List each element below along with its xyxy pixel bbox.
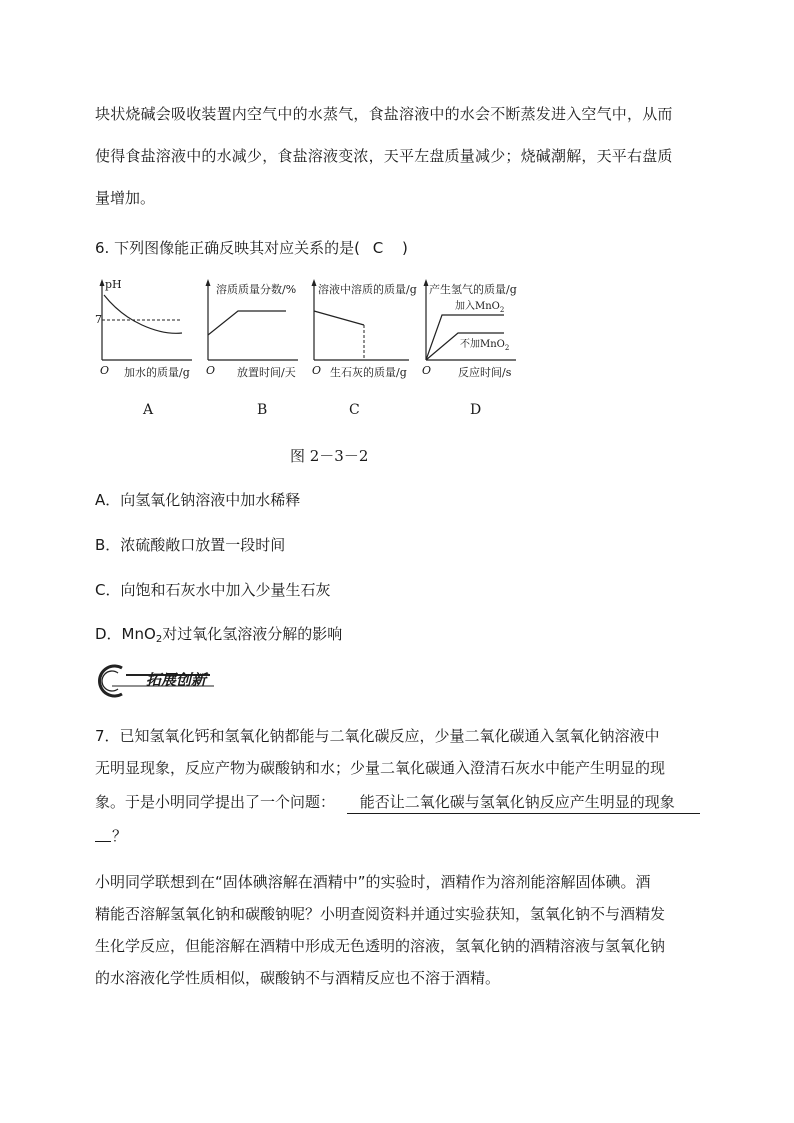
q7-para2-line-4: 的水溶液化学性质相似，碳酸钠不与酒精反应也不溶于酒精。 [95, 969, 501, 987]
q7-para2-line-3: 生化学反应，但能溶解在酒精中形成无色透明的溶液，氢氧化钠的酒精溶液与氢氧化钠 [95, 937, 666, 955]
graph-d-line2-sub: 2 [504, 344, 510, 352]
q6-option-d-suffix: 对过氧化氢溶液分解的影响 [162, 625, 343, 643]
graph-d-line1-label [455, 297, 504, 314]
graph-c-letter: C [349, 402, 360, 418]
q7-line-1: 7．已知氢氧化钙和氢氧化钠都能与二氧化碳反应，少量二氧化碳通入氢氧化钠溶液中 [95, 727, 660, 745]
q6-option-d-prefix: D．MnO [95, 625, 156, 643]
q6-stem-text: 下列图像能正确反映其对应关系的是( [114, 239, 360, 257]
graph-d-line2-prefix: 不加MnO [460, 339, 505, 350]
q7-answer: 能否让二氧化碳与氢氧化钠反应产生明显的现象 [359, 793, 675, 811]
q6-option-d-sub: 2 [155, 634, 163, 645]
q6-answer: C [372, 239, 384, 257]
graph-c-xlabel: 生石灰的质量/g [330, 366, 407, 379]
q6-option-c: C．向饱和石灰水中加入少量生石灰 [95, 581, 331, 599]
graph-b-letter: B [257, 402, 268, 418]
graph-d-line2-label [460, 335, 509, 352]
q6-stem [95, 238, 408, 258]
q7-line-4: ？ [112, 827, 128, 845]
q7-line-2: 无明显现象，反应产物为碳酸钠和水；少量二氧化碳通入澄清石灰水中能产生明显的现 [95, 759, 666, 777]
graph-c-origin: O [312, 364, 322, 377]
graph-c-ylabel: 溶液中溶质的质量/g [318, 283, 417, 296]
section-banner-title: 拓展创新 [146, 671, 207, 689]
q6-number: 6. [95, 239, 110, 257]
graph-a-letter: A [143, 402, 154, 418]
intro-line-1: 块状烧碱会吸收装置内空气中的水蒸气，食盐溶液中的水会不断蒸发进入空气中，从而 [95, 105, 673, 123]
graph-a-tick: 7 [95, 313, 102, 326]
q7-para2-line-2: 精能否溶解氢氧化钠和碳酸钠呢？小明查阅资料并通过实验获知，氢氧化钠不与酒精发 [95, 905, 666, 923]
q7-answer-underline-2 [95, 841, 111, 842]
graph-d-ylabel: 产生氢气的质量/g [429, 283, 517, 296]
graph-a-origin: O [100, 364, 110, 377]
q7-line-3 [95, 792, 675, 812]
q7-para2-line-1: 小明同学联想到在“固体碘溶解在酒精中”的实验时，酒精作为溶剂能溶解固体碘。酒 [95, 873, 651, 891]
graph-d-letter: D [470, 402, 482, 418]
graph-b-ylabel: 溶质质量分数/% [216, 283, 297, 296]
graph-a-xlabel: 加水的质量/g [124, 366, 190, 379]
intro-line-3: 量增加。 [95, 189, 156, 207]
q6-option-b: B．浓硫酸敞口放置一段时间 [95, 536, 286, 554]
graph-b-xlabel: 放置时间/天 [237, 366, 296, 379]
graph-d-line1-prefix: 加入MnO [455, 301, 500, 312]
q6-option-a: A．向氢氧化钠溶液中加水稀释 [95, 491, 301, 509]
graph-d-origin: O [422, 364, 432, 377]
graph-d-line1-sub: 2 [499, 306, 505, 314]
figure-caption: 图 2－3－2 [290, 447, 369, 465]
intro-line-2: 使得食盐溶液中的水减少，食盐溶液变浓，天平左盘质量减少；烧碱潮解，天平右盘质 [95, 147, 673, 165]
q7-answer-underline [347, 813, 700, 814]
graph-a-ylabel: pH [105, 278, 122, 291]
q6-option-d [95, 624, 342, 650]
q7-line3-prefix: 象。于是小明同学提出了一个问题： [95, 793, 336, 811]
graph-b-origin: O [206, 364, 216, 377]
graph-d-xlabel: 反应时间/s [458, 366, 512, 379]
q6-close: ) [402, 239, 408, 257]
